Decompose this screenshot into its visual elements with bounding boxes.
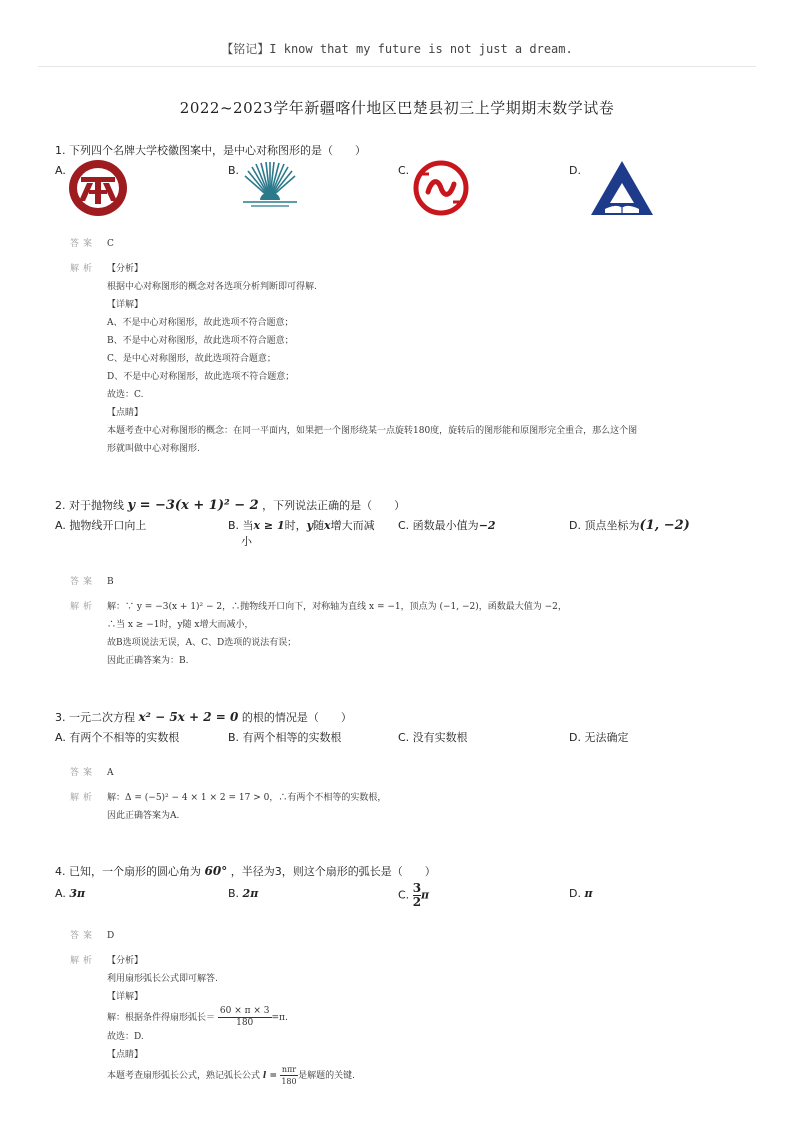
question-3-stem-post: 的根的情况是（ ） bbox=[241, 711, 352, 724]
q4-option-c bbox=[398, 882, 429, 909]
analysis-line: 根据中心对称图形的概念对各选项分析判断即可得解. bbox=[107, 282, 317, 292]
q4-option-b bbox=[228, 886, 258, 902]
answer-value: D bbox=[107, 931, 115, 941]
analysis-line: 【点睛】 bbox=[107, 1050, 144, 1060]
q1-option-d: D. bbox=[569, 164, 581, 177]
wave-circle-logo bbox=[412, 159, 470, 217]
question-4-stem-post: ，半径为3，则这个扇形的弧长是（ ） bbox=[230, 865, 436, 878]
question-2 bbox=[55, 498, 755, 558]
analysis-text: 解：根据条件得扇形弧长＝ bbox=[107, 1013, 216, 1023]
q2-option-d bbox=[569, 518, 690, 534]
q2-option-d-math: (1, −2) bbox=[639, 518, 690, 533]
q2-option-b-mid: 时， bbox=[284, 519, 307, 532]
analysis-line: 因此正确答案为：B. bbox=[107, 656, 189, 666]
q4-option-c-fraction bbox=[413, 882, 421, 909]
q2-option-b-post: 增大而减 bbox=[330, 519, 375, 532]
analysis-line: 解：∵ y = −3(x + 1)² − 2，∴抛物线开口向下，对称轴为直线 x = −1，顶点为 (−1, −2)，函数最大值为 −2， bbox=[107, 602, 567, 612]
analysis-line bbox=[107, 1064, 730, 1087]
q4-option-d-math: π bbox=[584, 887, 593, 900]
q2-option-d-pre: D. 顶点坐标为 bbox=[569, 519, 640, 532]
analysis-line: 【点睛】 bbox=[107, 408, 144, 418]
analysis-line: 【详解】 bbox=[107, 300, 144, 310]
question-4-solution bbox=[70, 927, 730, 1087]
q2-option-b bbox=[228, 518, 375, 550]
analysis-text: =π. bbox=[271, 1013, 288, 1023]
question-3 bbox=[55, 709, 755, 754]
answer-value: C bbox=[107, 239, 114, 249]
fraction-denominator: 180 bbox=[236, 1018, 254, 1028]
sunrise-fan-logo bbox=[241, 162, 299, 210]
analysis-line: 因此正确答案为A. bbox=[107, 811, 180, 821]
analysis-line: 利用扇形弧长公式即可解答. bbox=[107, 974, 218, 984]
analysis-label: 解析 bbox=[70, 602, 97, 612]
analysis-line: 【分析】 bbox=[107, 956, 144, 966]
q2-option-c-math: −2 bbox=[478, 519, 496, 532]
analysis-label: 解析 bbox=[70, 264, 97, 274]
q4-option-d bbox=[569, 886, 593, 902]
fraction-numerator: 3 bbox=[412, 881, 422, 895]
q4-option-b-math: 2π bbox=[242, 887, 259, 900]
header-divider bbox=[38, 66, 756, 67]
q2-option-c bbox=[398, 518, 496, 534]
analysis-line: A、不是中心对称图形，故此选项不符合题意； bbox=[107, 318, 294, 328]
analysis-text: 本题考查扇形弧长公式，熟记弧长公式 bbox=[107, 1071, 261, 1081]
fraction-numerator: 60 × π × 3 bbox=[219, 1006, 270, 1016]
q4-option-a-pre: A. bbox=[55, 887, 66, 900]
question-2-stem-post: ，下列说法正确的是（ ） bbox=[262, 499, 406, 512]
question-3-stem-pre: 3. 一元二次方程 bbox=[55, 711, 135, 724]
analysis-line: 【详解】 bbox=[107, 992, 144, 1002]
q3-option-a: A. 有两个不相等的实数根 bbox=[55, 731, 180, 744]
q2-option-c-pre: C. 函数最小值为 bbox=[398, 519, 479, 532]
analysis-line bbox=[107, 1006, 730, 1028]
q4-option-c-pre: C. bbox=[398, 888, 410, 902]
q2-option-b-pre: B. 当 bbox=[228, 519, 254, 532]
q1-option-c: C. bbox=[398, 164, 410, 177]
question-2-formula: y = −3(x + 1)² − 2 bbox=[127, 498, 259, 513]
q2-option-b-wrap: 小 bbox=[241, 535, 252, 548]
answer-value: B bbox=[107, 577, 114, 587]
analysis-line: 形就叫做中心对称图形. bbox=[107, 444, 200, 454]
q2-option-b-math2: y bbox=[306, 519, 314, 532]
q4-option-b-pre: B. bbox=[228, 887, 240, 900]
arc-formula-fraction bbox=[280, 1064, 298, 1087]
question-3-solution bbox=[70, 764, 730, 825]
question-4-stem-pre: 4. 已知，一个扇形的圆心角为 bbox=[55, 865, 201, 878]
answer-label: 答案 bbox=[70, 239, 97, 249]
q3-option-c: C. 没有实数根 bbox=[398, 731, 468, 744]
q4-option-a-math: 3π bbox=[69, 887, 86, 900]
question-1-stem: 1. 下列四个名牌大学校徽图案中，是中心对称图形的是（ ） bbox=[55, 144, 366, 157]
analysis-label: 解析 bbox=[70, 956, 97, 966]
q1-option-b: B. bbox=[228, 164, 240, 177]
answer-label: 答案 bbox=[70, 768, 97, 778]
q3-option-d: D. 无法确定 bbox=[569, 731, 629, 744]
page-motto: 【铭记】I know that my future is not just a dream. bbox=[221, 42, 573, 56]
analysis-line: 【分析】 bbox=[107, 264, 144, 274]
q2-option-a: A. 抛物线开口向上 bbox=[55, 519, 147, 532]
analysis-line: 故选：D. bbox=[107, 1032, 144, 1042]
q4-option-d-pre: D. bbox=[569, 887, 581, 900]
q4-option-c-pi: π bbox=[421, 888, 430, 902]
q3-option-b: B. 有两个相等的实数根 bbox=[228, 731, 342, 744]
fraction-denominator: 180 bbox=[281, 1077, 297, 1086]
analysis-line: 本题考查中心对称图形的概念：在同一平面内，如果把一个图形绕某一点旋转180度，旋转后的图形能和原图形完全重合，那么这个图 bbox=[107, 426, 638, 436]
analysis-text: 是解题的关键. bbox=[298, 1071, 355, 1081]
q4-option-a bbox=[55, 886, 85, 902]
q2-option-b-mid2: 随 bbox=[313, 519, 325, 532]
question-3-formula: x² − 5x + 2 = 0 bbox=[138, 710, 239, 724]
analysis-line: D、不是中心对称图形，故此选项不符合题意； bbox=[107, 372, 295, 382]
arc-length-fraction bbox=[218, 1006, 272, 1029]
analysis-line: C、是中心对称图形，故此选项符合题意； bbox=[107, 354, 276, 364]
analysis-label: 解析 bbox=[70, 793, 97, 803]
answer-label: 答案 bbox=[70, 931, 97, 941]
fraction-denominator: 2 bbox=[412, 895, 422, 909]
question-1-solution bbox=[70, 235, 730, 458]
q2-option-b-math3: x bbox=[324, 519, 331, 532]
question-2-solution bbox=[70, 573, 730, 670]
answer-value: A bbox=[107, 768, 114, 778]
q2-option-b-math: x ≥ 1 bbox=[253, 519, 285, 532]
analysis-line: 故选：C. bbox=[107, 390, 144, 400]
question-4-angle: 60° bbox=[204, 864, 228, 878]
peking-university-logo bbox=[68, 159, 128, 217]
q1-option-a: A. bbox=[55, 164, 66, 177]
analysis-line: 故B选项说法无误，A、C、D选项的说法有误； bbox=[107, 638, 297, 648]
triangle-book-logo bbox=[589, 159, 655, 217]
question-2-stem-pre: 2. 对于抛物线 bbox=[55, 499, 124, 512]
analysis-line: 解：Δ = (−5)² − 4 × 1 × 2 = 17 > 0，∴有两个不相等的实数根， bbox=[107, 793, 387, 803]
fraction-numerator: nπr bbox=[281, 1065, 297, 1074]
page-title: 2022~2023学年新疆喀什地区巴楚县初三上学期期末数学试卷 bbox=[179, 99, 615, 117]
analysis-line: ∴当 x ≥ −1时，y随 x增大而减小， bbox=[107, 620, 254, 630]
answer-label: 答案 bbox=[70, 577, 97, 587]
analysis-line: B、不是中心对称图形，故此选项不符合题意； bbox=[107, 336, 294, 346]
formula-symbol: l = bbox=[262, 1071, 277, 1081]
question-4 bbox=[55, 863, 755, 926]
